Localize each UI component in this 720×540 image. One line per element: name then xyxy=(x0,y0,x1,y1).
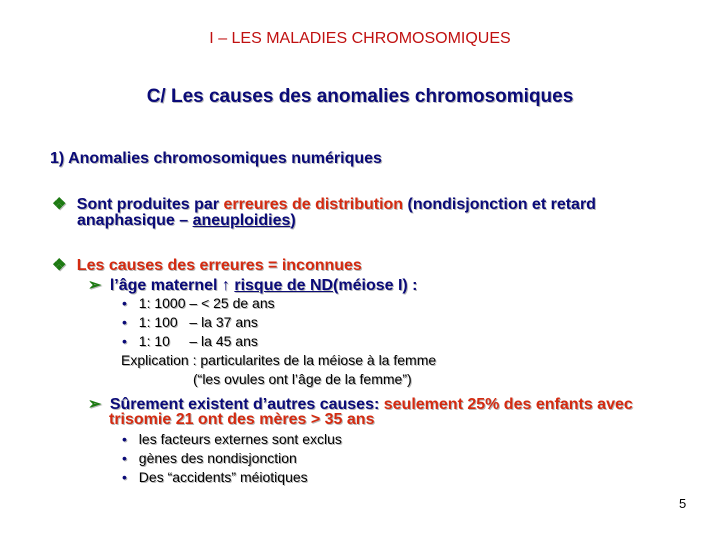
sub-bullet-1-b: risque de ND xyxy=(234,277,334,294)
section-heading: 1) Anomalies chromosomiques numériques xyxy=(50,150,382,167)
dot-bullet-icon: • xyxy=(122,295,127,311)
slide-subtitle: C/ Les causes des anomalies chromosomiques xyxy=(146,86,574,107)
bullet-1-line-2 xyxy=(77,212,296,230)
bullet-2 xyxy=(52,255,362,275)
dot-bullet-icon: • xyxy=(122,450,127,466)
dot-bullet-icon: • xyxy=(122,469,127,485)
sub-bullet-1 xyxy=(88,275,418,295)
page-number: 5 xyxy=(679,496,687,511)
sub-bullet-2-a: Sûrement existent d’autres causes: xyxy=(109,396,384,413)
sub-bullet-2-b: seulement 25% des enfants avec xyxy=(383,396,633,413)
list-item: • 1: 100 – la 37 ans xyxy=(122,314,258,330)
list-item: • Des “accidents” méiotiques xyxy=(122,469,308,485)
slide-title: I – LES MALADIES CHROMOSOMIQUES xyxy=(209,30,511,47)
sub-bullet-1-a: l’âge maternel ↑ xyxy=(109,277,235,294)
bullet-1-text-c: (nondisjonction et retard xyxy=(403,196,596,213)
sub-bullet-1-c: (méiose I) : xyxy=(333,277,418,294)
list-item: • gènes des nondisjonction xyxy=(122,450,297,466)
list-item: • les facteurs externes sont exclus xyxy=(122,431,342,447)
diamond-bullet-icon: ❖ xyxy=(52,196,67,213)
sub-bullet-2-line-2: trisomie 21 ont des mères > 35 ans xyxy=(109,411,375,428)
bullet-2-text: Les causes des erreures = inconnues xyxy=(76,257,362,274)
dot-bullet-icon: • xyxy=(122,431,127,447)
explanation-line-2: (“les ovules ont l’âge de la femme”) xyxy=(193,371,412,387)
arrow-bullet-icon: ➢ xyxy=(88,277,102,294)
bullet-1-line2-a: anaphasique – xyxy=(77,212,193,229)
bullet-1-line2-c: ) xyxy=(290,212,296,229)
bullet-1-term: aneuploidies xyxy=(192,212,291,229)
bullet-1-highlight: erreures de distribution xyxy=(223,196,404,213)
list-item: • 1: 1000 – < 25 de ans xyxy=(122,295,275,311)
bullet-1 xyxy=(52,194,596,214)
list-item: • 1: 10 – la 45 ans xyxy=(122,333,258,349)
dot-bullet-icon: • xyxy=(122,314,127,330)
bullet-1-text-a: Sont produites par xyxy=(76,196,224,213)
explanation-line-1: Explication : particularites de la méiose à la femme xyxy=(121,352,437,368)
arrow-bullet-icon: ➢ xyxy=(88,396,102,413)
dot-bullet-icon: • xyxy=(122,333,127,349)
diamond-bullet-icon: ❖ xyxy=(52,257,67,274)
